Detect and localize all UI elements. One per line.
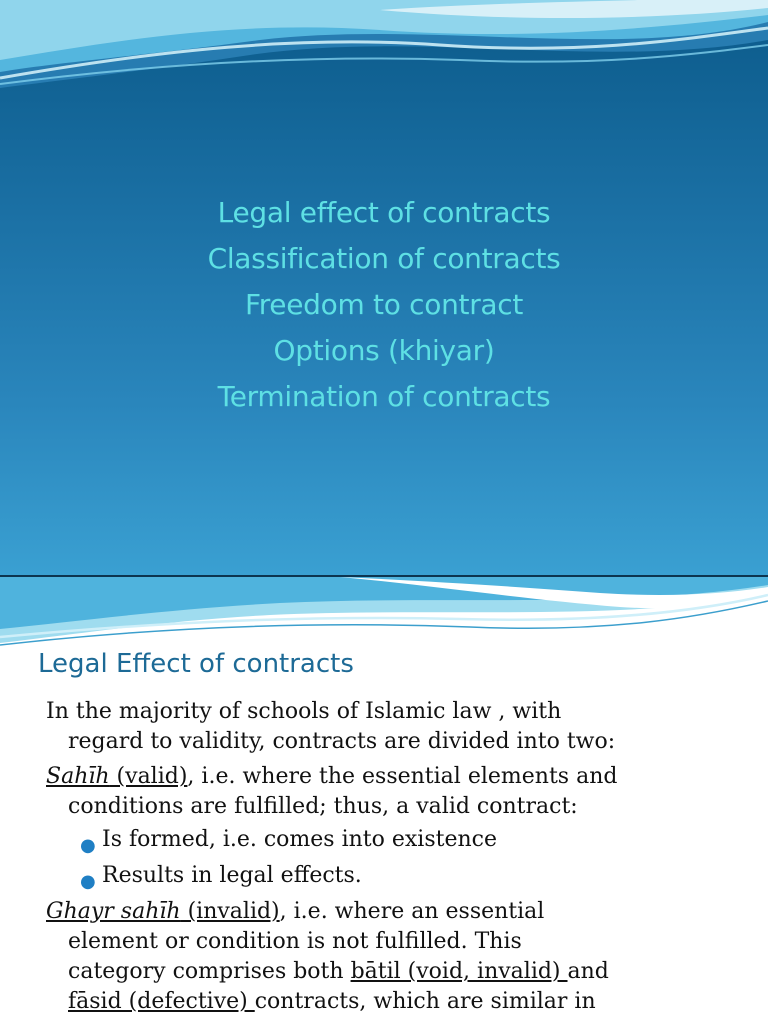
title-list <box>0 190 768 420</box>
ghayr-text-3: category comprises both <box>68 959 351 984</box>
sahih-term: Sahīh <box>46 764 110 789</box>
ghayr-text-1: , i.e. where an essential <box>279 899 545 924</box>
bullet-text-2: Results in legal effects. <box>102 863 362 888</box>
ghayr-text-2: element or condition is not fulfilled. This <box>68 929 522 954</box>
intro-line-2: regard to validity, contracts are divided into two: <box>68 729 616 754</box>
bullet-text-1: Is formed, i.e. comes into existence <box>102 827 498 852</box>
ghayr-label: (invalid) <box>180 899 280 924</box>
slide-heading: Legal Effect of contracts <box>38 649 354 679</box>
intro-paragraph <box>46 697 746 757</box>
bullet-item-2 <box>46 861 746 891</box>
and-word: and <box>567 959 609 984</box>
wave-decoration-top <box>0 0 768 110</box>
fasid-term: fāsid (defective) <box>68 989 255 1014</box>
bullet-item-1 <box>46 825 746 855</box>
bullet-dot-icon: ● <box>80 835 96 856</box>
batil-term: bātil (void, invalid) <box>350 959 568 984</box>
content-slide <box>0 577 768 1024</box>
slide-body <box>46 697 746 1022</box>
sahih-label: (valid) <box>109 764 188 789</box>
title-line-3: Freedom to contract <box>244 288 524 321</box>
sahih-text-2: conditions are fulfilled; thus, a valid contract: <box>68 794 578 819</box>
title-line-4: Options (khiyar) <box>273 334 495 367</box>
bullet-dot-icon: ● <box>80 871 96 892</box>
wave-decoration-content <box>0 577 768 652</box>
title-line-5: Termination of contracts <box>217 380 551 413</box>
ghayr-text-4: contracts, which are similar in <box>254 989 596 1014</box>
sahih-paragraph <box>46 762 746 822</box>
title-line-2: Classification of contracts <box>207 242 561 275</box>
ghayr-term: Ghayr sahīh <box>46 899 181 924</box>
ghayr-paragraph <box>46 897 746 1017</box>
sahih-text-1: , i.e. where the essential elements and <box>187 764 618 789</box>
intro-line-1: In the majority of schools of Islamic law , with <box>46 699 562 724</box>
title-line-1: Legal effect of contracts <box>217 196 551 229</box>
